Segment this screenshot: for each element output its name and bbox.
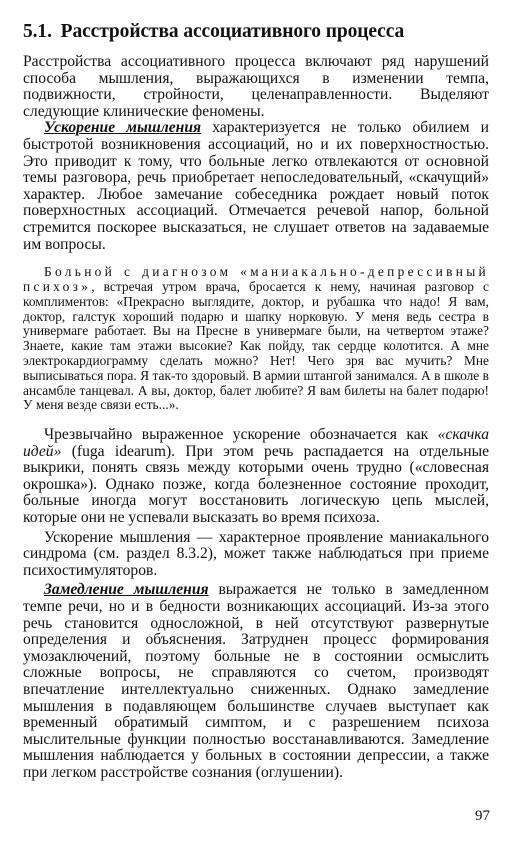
section-number: 5.1. — [23, 21, 52, 42]
paragraph-manic-syndrome — [23, 530, 489, 580]
clinical-example — [23, 265, 489, 413]
term-flight-of-ideas: «скачка идей» — [23, 426, 489, 460]
paragraph-slowing — [23, 582, 489, 781]
paragraph-intro — [23, 54, 489, 120]
slowing-text: выражается не только в замедленном темпе речи, но и в бедности возникающих ассоциаций. Из-за этого речь становится односложной, в ней отсутствуют развернутые определения и объяснения. Затруднен процесс формирования умозаключений, поэтому больные не в состоянии осмыслить сложные вопросы, не справляются со счетом, производят впечатление интеллектуально сниженных. Однако замедление мышления в подавляющем большинстве случаев выступает как временный обратимый симптом, и с разрешением психоза мыслительные функции полностью восстанавливаются. Замедление мышления наблюдается у больных в состоянии депрессии, а также при легком расстройстве сознания (оглушении). — [23, 581, 489, 781]
example-text: , встречая утром врача, бросается к нему, начиная разговор с комплиментов: «Прекрасно выглядите, доктор, и рубашка что надо! Я вам, доктор, галстук хороший подарю и шапку норковую. У меня ведь сестра в универмаге работает. Вы на Пресне в универмаге были, на четвертом этаже? Знаете, какие там этажи высокие? Как пойду, так сердце колотится. А мне электрокардиограмму сделать можно? Нет! Чего зря вас мучить? Мне выписываться пора. Я так-то здоровый. В армии штангой занимался. А в школе в ансамбле танцевал. А вы, доктор, балет любите? Я вам билеты на балет подарю! У меня везде связи есть...». — [23, 278, 489, 413]
paragraph-flight-of-ideas — [23, 427, 489, 527]
example-lead: Больной с диагнозом «маниакально-депрессивный психоз» — [23, 264, 489, 294]
acceleration-text: характеризуется не только обилием и быстротой возникновения ассоциаций, но и их поверхностностью. Это приводит к тому, что больные легко отвлекаются от основной темы разговора, речь приобретает непоследовательный, «скачущий» характер. Любое замечание собеседника рождает новый поток поверхностных ассоциаций. Отмечается речевой напор, больной стремится поскорее высказаться, не слушает ответов на задаваемые им вопросы. — [23, 119, 489, 253]
term-slowing: Замедление мышления — [44, 581, 209, 599]
flight-pre: Чрезвычайно выраженное ускорение обозначается как — [44, 426, 438, 444]
flight-text: (fuga idearum). При этом речь распадается на отдельные выкрики, понять связь между которыми очень трудно («словесная окрошка»). Однако позже, когда болезненное состояние проходит, больные иногда могут восстановить логическую цепь мыслей, которые они не успевали высказать во время психоза. — [23, 442, 489, 527]
section-heading — [23, 20, 489, 44]
book-page — [23, 20, 489, 782]
manic-text: Ускорение мышления — характерное проявление маниакального синдрома (см. раздел 8.3.2), может также наблюдаться при приеме психостимуляторов. — [23, 528, 489, 579]
intro-text: Расстройства ассоциативного процесса включают ряд нарушений способа мышления, выражающихся в изменении темпа, подвижности, стройности, целенаправленности. Выделяют следующие клинические феномены. — [23, 53, 489, 120]
paragraph-acceleration — [23, 120, 489, 253]
term-acceleration: Ускорение мышления — [44, 119, 202, 137]
section-title: Расстройства ассоциативного процесса — [60, 21, 405, 42]
page-number: 97 — [475, 808, 490, 824]
